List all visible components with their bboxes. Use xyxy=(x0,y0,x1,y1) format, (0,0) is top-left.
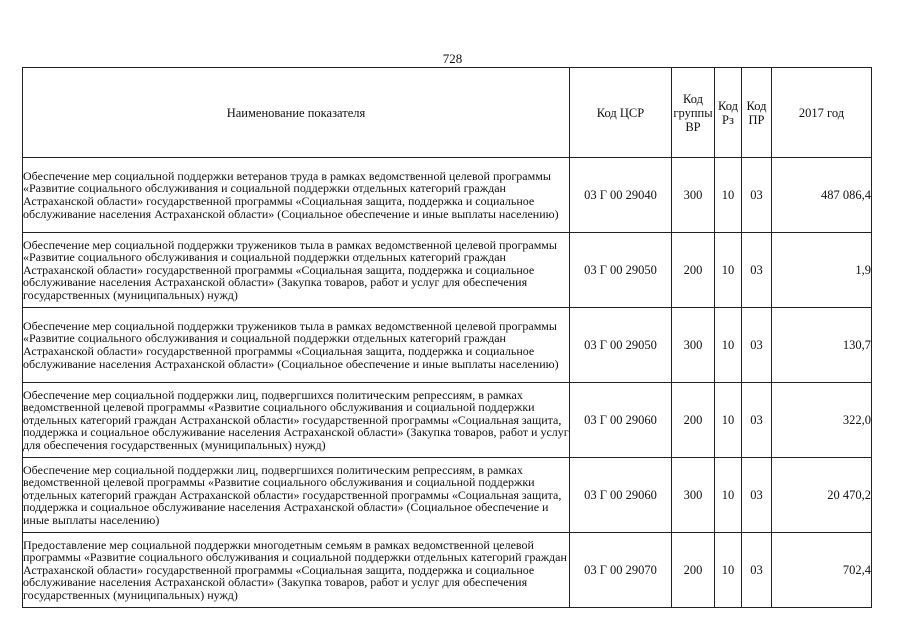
row-csr-code: 03 Г 00 29040 xyxy=(570,158,672,233)
header-rz-code: Код Рз xyxy=(715,68,742,158)
row-csr-code: 03 Г 00 29050 xyxy=(570,233,672,308)
row-name: Обеспечение мер социальной поддержки лиц, подвергшихся политическим репрессиям, в рамках ведомственной целевой программы «Развитие социального обслуживания и социальной поддержки отдельных категорий граждан Астраханской области» государственной программы «Социальная защита, поддержка и социальное обслуживание населения Астраханской области» (Закупка товаров, работ и услуг для обеспечения государственных (муниципальных) нужд) xyxy=(23,383,570,458)
row-rz-code: 10 xyxy=(715,233,742,308)
page-number: 728 xyxy=(442,51,463,66)
table-row xyxy=(23,533,872,608)
header-csr-code: Код ЦСР xyxy=(570,68,672,158)
row-amount: 487 086,4 xyxy=(772,158,872,233)
row-csr-code: 03 Г 00 29070 xyxy=(570,533,672,608)
header-vr-code: Код группы ВР xyxy=(672,68,715,158)
row-pr-code: 03 xyxy=(742,158,772,233)
row-rz-code: 10 xyxy=(715,533,742,608)
row-name: Обеспечение мер социальной поддержки тружеников тыла в рамках ведомственной целевой программы «Развитие социального обслуживания и социальной поддержки отдельных категорий граждан Астраханской области» государственной программы «Социальная защита, поддержка и социальное обслуживание населения Астраханской области» (Закупка товаров, работ и услуг для обеспечения государственных (муниципальных) нужд) xyxy=(23,233,570,308)
table-row xyxy=(23,308,872,383)
row-rz-code: 10 xyxy=(715,308,742,383)
header-pr-code: Код ПР xyxy=(742,68,772,158)
row-pr-code: 03 xyxy=(742,383,772,458)
header-year: 2017 год xyxy=(772,68,872,158)
row-rz-code: 10 xyxy=(715,458,742,533)
row-pr-code: 03 xyxy=(742,533,772,608)
row-vr-code: 300 xyxy=(672,458,715,533)
row-amount: 20 470,2 xyxy=(772,458,872,533)
row-name: Обеспечение мер социальной поддержки ветеранов труда в рамках ведомственной целевой программы «Развитие социального обслуживания и социальной поддержки отдельных категорий граждан Астраханской области» государственной программы «Социальная защита, поддержка и социальное обслуживание населения Астраханской области» (Социальное обеспечение и иные выплаты населению) xyxy=(23,158,570,233)
row-vr-code: 300 xyxy=(672,158,715,233)
row-rz-code: 10 xyxy=(715,158,742,233)
header-name: Наименование показателя xyxy=(23,68,570,158)
row-rz-code: 10 xyxy=(715,383,742,458)
table-row xyxy=(23,158,872,233)
table-row xyxy=(23,233,872,308)
row-amount: 702,4 xyxy=(772,533,872,608)
table-row xyxy=(23,383,872,458)
row-csr-code: 03 Г 00 29050 xyxy=(570,308,672,383)
row-pr-code: 03 xyxy=(742,308,772,383)
row-pr-code: 03 xyxy=(742,233,772,308)
row-vr-code: 200 xyxy=(672,383,715,458)
row-name: Предоставление мер социальной поддержки многодетным семьям в рамках ведомственной целевой программы «Развитие социального обслуживания и социальной поддержки отдельных категорий граждан Астраханской области» государственной программы «Социальная защита, поддержка и социальное обслуживание населения Астраханской области» (Закупка товаров, работ и услуг для обеспечения государственных (муниципальных) нужд) xyxy=(23,533,570,608)
row-vr-code: 300 xyxy=(672,308,715,383)
row-name: Обеспечение мер социальной поддержки тружеников тыла в рамках ведомственной целевой программы «Развитие социального обслуживания и социальной поддержки отдельных категорий граждан Астраханской области» государственной программы «Социальная защита, поддержка и социальное обслуживание населения Астраханской области» (Социальное обеспечение и иные выплаты населению) xyxy=(23,308,570,383)
row-csr-code: 03 Г 00 29060 xyxy=(570,458,672,533)
row-pr-code: 03 xyxy=(742,458,772,533)
row-amount: 322,0 xyxy=(772,383,872,458)
row-name: Обеспечение мер социальной поддержки лиц, подвергшихся политическим репрессиям, в рамках ведомственной целевой программы «Развитие социального обслуживания и социальной поддержки отдельных категорий граждан Астраханской области» государственной программы «Социальная защита, поддержка и социальное обслуживание населения Астраханской области» (Социальное обеспечение и иные выплаты населению) xyxy=(23,458,570,533)
row-csr-code: 03 Г 00 29060 xyxy=(570,383,672,458)
budget-table xyxy=(22,67,872,608)
row-amount: 1,9 xyxy=(772,233,872,308)
table-row xyxy=(23,458,872,533)
table-header-row xyxy=(23,68,872,158)
row-vr-code: 200 xyxy=(672,533,715,608)
row-vr-code: 200 xyxy=(672,233,715,308)
row-amount: 130,7 xyxy=(772,308,872,383)
